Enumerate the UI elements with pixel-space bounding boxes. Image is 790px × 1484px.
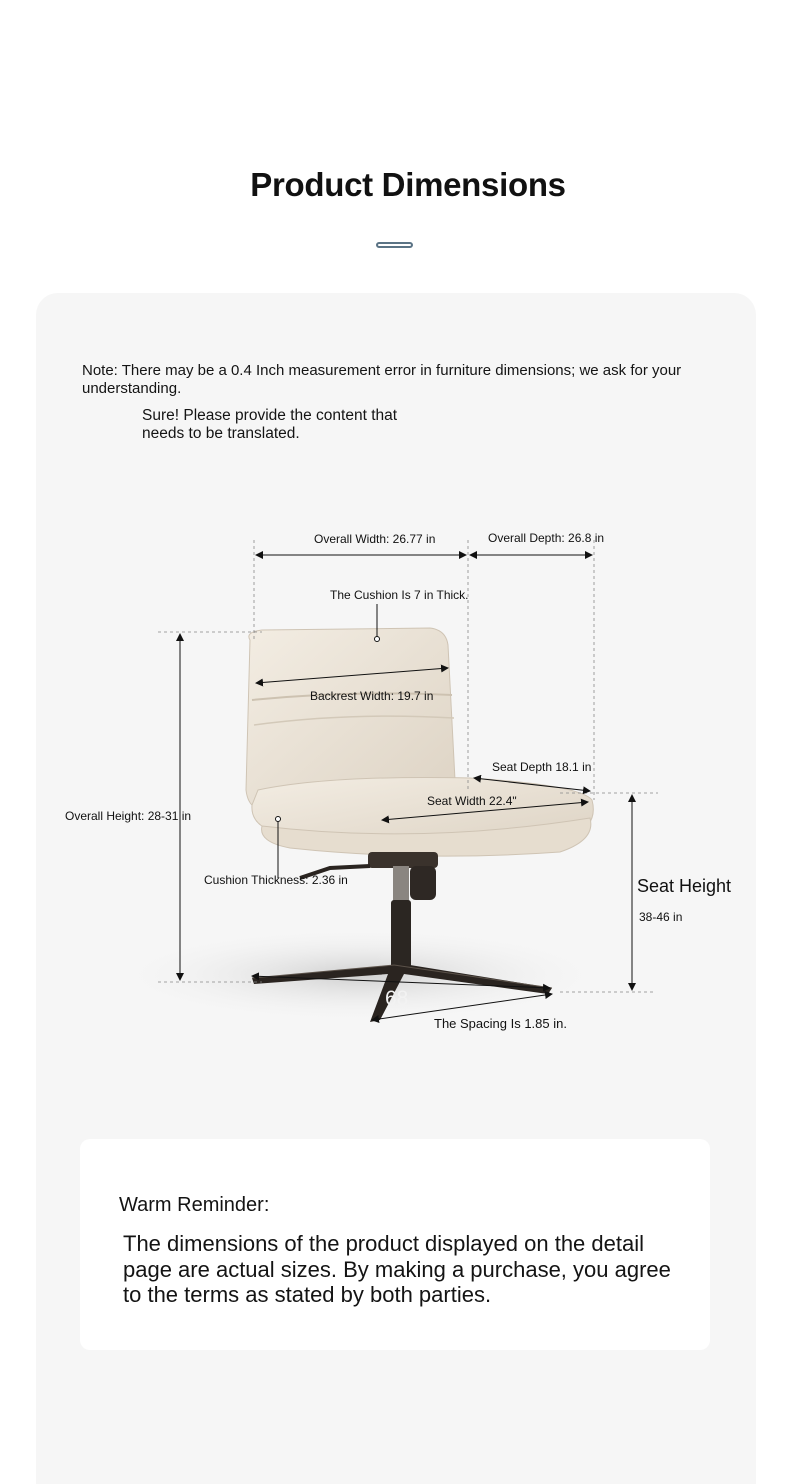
warm-reminder-card [80, 1139, 710, 1350]
base-spacing-number: 68 [385, 987, 409, 1010]
translation-placeholder-text: Sure! Please provide the content that needs to be translated. [142, 407, 398, 442]
backrest-width-label: Backrest Width: 19.7 in [310, 689, 434, 703]
cushion-thick-label: The Cushion Is 7 in Thick. [330, 588, 469, 602]
spacing-label: The Spacing Is 1.85 in. [434, 1016, 567, 1031]
page-title: Product Dimensions [250, 166, 566, 203]
reminder-title: Warm Reminder: [119, 1194, 270, 1216]
seat-height-value: 38-46 in [639, 910, 683, 924]
seat-height-label: Seat Height [637, 876, 732, 896]
measurement-note: Note: There may be a 0.4 Inch measurement error in furniture dimensions; we ask for your understanding. [82, 362, 682, 397]
cushion-thickness-label: Cushion Thickness: 2.36 in [204, 873, 348, 887]
seat-width-label: Seat Width 22.4" [427, 794, 517, 808]
overall-height-label: Overall Height: 28-31 in [65, 809, 192, 823]
reminder-text: The dimensions of the product displayed on the detail page are actual sizes. By making a purchase, you agree to the terms as stated by both parties. [123, 1231, 671, 1307]
overall-width-label: Overall Width: 26.77 in [314, 532, 436, 546]
overall-depth-label: Overall Depth: 26.8 in [488, 531, 605, 545]
seat-depth-label: Seat Depth 18.1 in [492, 760, 592, 774]
